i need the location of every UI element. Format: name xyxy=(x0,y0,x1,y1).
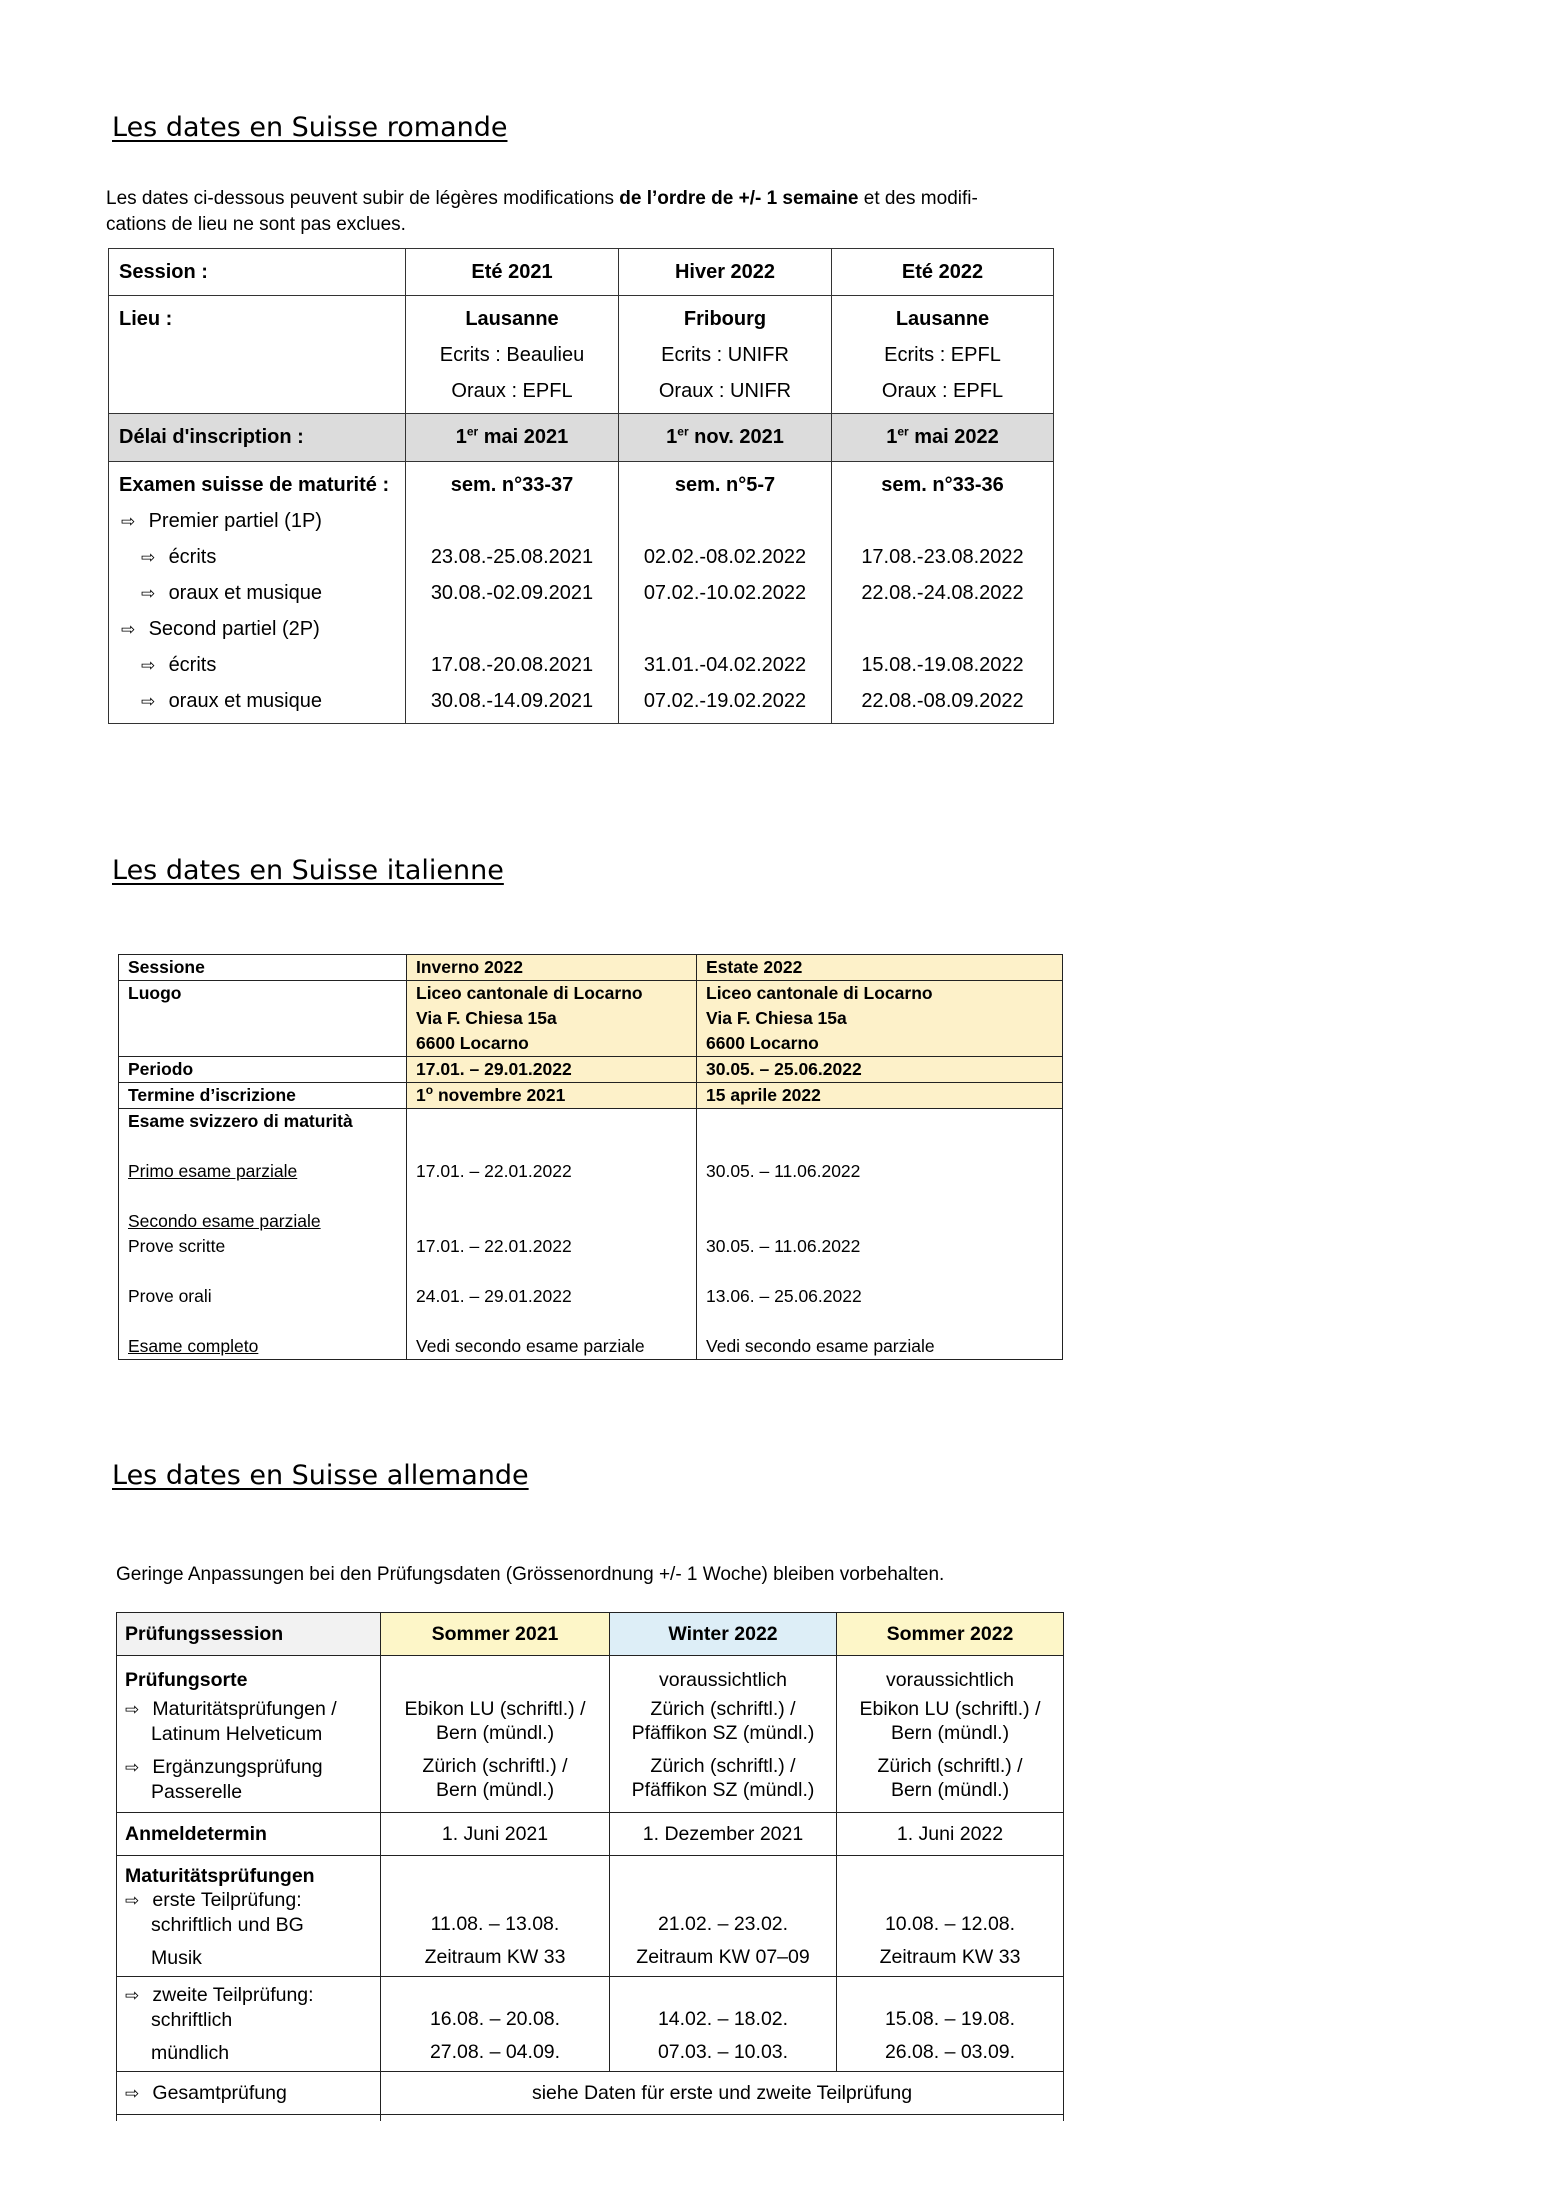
orte-labels: Prüfungsorte ⇨ Maturitätsprüfungen / Latinum Helveticum ⇨ Ergänzungsprüfung Passerelle xyxy=(117,1656,381,1813)
table-allemande xyxy=(116,1612,1064,2121)
examen-labels: Examen suisse de maturité : ⇨ Premier partiel (1P) ⇨ écrits ⇨ oraux et musique ⇨ Second partiel (2P) ⇨ écrits ⇨ oraux et musique xyxy=(109,462,406,724)
header-row xyxy=(117,1613,1064,1656)
zweite-labels: ⇨ zweite Teilprüfung: schriftlich mündlich xyxy=(117,1977,381,2072)
title-romande: Les dates en Suisse romande xyxy=(112,112,508,143)
session-ete-2022: Eté 2022 xyxy=(832,249,1054,296)
arrow-icon: ⇨ xyxy=(125,1891,140,1911)
title-allemande: Les dates en Suisse allemande xyxy=(112,1460,529,1491)
esame-inverno: 17.01. – 22.01.2022 17.01. – 22.01.2022 24.01. – 29.01.2022 Vedi secondo esame parziale xyxy=(407,1109,697,1360)
esame-labels: Esame svizzero di maturità Primo esame parziale Secondo esame parziale Prove scritte Prove orali Esame completo xyxy=(119,1109,407,1360)
erste-row xyxy=(117,1856,1064,1977)
erste-sommer-2021: 11.08. – 13.08. Zeitraum KW 33 xyxy=(381,1856,610,1977)
session-hiver-2022: Hiver 2022 xyxy=(619,249,832,296)
lieu-cell: Fribourg Ecrits : UNIFR Oraux : UNIFR xyxy=(619,296,832,414)
examen-row xyxy=(109,462,1054,724)
delai-label: Délai d'inscription : xyxy=(109,414,406,462)
esame-estate: 30.05. – 11.06.2022 30.05. – 11.06.2022 13.06. – 25.06.2022 Vedi secondo esame parziale xyxy=(697,1109,1063,1360)
arrow-icon: ⇨ xyxy=(125,1986,140,2006)
sessione-label: Sessione xyxy=(119,955,407,981)
session-sommer-2022: Sommer 2022 xyxy=(837,1613,1064,1656)
zweite-sommer-2021: 16.08. – 20.08. 27.08. – 04.09. xyxy=(381,1977,610,2072)
arrow-icon: ⇨ xyxy=(141,692,156,712)
gesamt-row xyxy=(117,2072,1064,2115)
delai-cell: 1er nov. 2021 xyxy=(619,414,832,462)
zweite-winter-2022: 14.02. – 18.02. 07.03. – 10.03. xyxy=(610,1977,837,2072)
zweite-row xyxy=(117,1977,1064,2072)
anmelde-row xyxy=(117,1813,1064,1856)
lieu-row xyxy=(109,296,1054,414)
termine-cell: 15 aprile 2022 xyxy=(697,1083,1063,1109)
arrow-icon: ⇨ xyxy=(121,512,136,532)
luogo-cell: Liceo cantonale di Locarno Via F. Chiesa 15a 6600 Locarno xyxy=(697,981,1063,1057)
anmelde-cell: 1. Juni 2022 xyxy=(837,1813,1064,1856)
luogo-row xyxy=(119,981,1063,1057)
examen-ete-2022: sem. n°33-36 17.08.-23.08.2022 22.08.-24.08.2022 15.08.-19.08.2022 22.08.-08.09.2022 xyxy=(832,462,1054,724)
lieu-cell: Lausanne Ecrits : Beaulieu Oraux : EPFL xyxy=(406,296,619,414)
erste-labels: Maturitätsprüfungen ⇨ erste Teilprüfung: schriftlich und BG Musik xyxy=(117,1856,381,1977)
periodo-cell: 17.01. – 29.01.2022 xyxy=(407,1057,697,1083)
periodo-cell: 30.05. – 25.06.2022 xyxy=(697,1057,1063,1083)
arrow-icon: ⇨ xyxy=(141,584,156,604)
lieu-cell: Lausanne Ecrits : EPFL Oraux : EPFL xyxy=(832,296,1054,414)
table-romande xyxy=(108,248,1054,724)
termine-cell: 1$^o$ novembre 2021 xyxy=(407,1083,697,1109)
anmelde-cell: 1. Juni 2021 xyxy=(381,1813,610,1856)
header-row xyxy=(109,249,1054,296)
delai-cell: 1er mai 2022 xyxy=(832,414,1054,462)
intro-allemande: Geringe Anpassungen bei den Prüfungsdaten (Grössenordnung +/- 1 Woche) bleiben vorbehalten. xyxy=(116,1564,945,1585)
session-winter-2022: Winter 2022 xyxy=(610,1613,837,1656)
gesamt-cell: siehe Daten für erste und zweite Teilprüfung xyxy=(381,2072,1064,2115)
sessione-estate: Estate 2022 xyxy=(697,955,1063,981)
erste-winter-2022: 21.02. – 23.02. Zeitraum KW 07–09 xyxy=(610,1856,837,1977)
pruefungssession-label: Prüfungssession xyxy=(117,1613,381,1656)
esame-row xyxy=(119,1109,1063,1360)
anmelde-label: Anmeldetermin xyxy=(117,1813,381,1856)
arrow-icon: ⇨ xyxy=(125,2083,140,2104)
orte-sommer-2022: voraussichtlich Ebikon LU (schriftl.) / Bern (mündl.) Zürich (schriftl.) / Bern (mündl.) xyxy=(837,1656,1064,1813)
lieu-label: Lieu : xyxy=(109,296,406,414)
arrow-icon: ⇨ xyxy=(141,656,156,676)
examen-ete-2021: sem. n°33-37 23.08.-25.08.2021 30.08.-02.09.2021 17.08.-20.08.2021 30.08.-14.09.2021 xyxy=(406,462,619,724)
session-sommer-2021: Sommer 2021 xyxy=(381,1613,610,1656)
arrow-icon: ⇨ xyxy=(121,620,136,640)
arrow-icon: ⇨ xyxy=(125,1758,140,1778)
arrow-icon: ⇨ xyxy=(125,1700,140,1720)
footer-row xyxy=(117,2115,1064,2122)
session-label: Session : xyxy=(109,249,406,296)
luogo-cell: Liceo cantonale di Locarno Via F. Chiesa 15a 6600 Locarno xyxy=(407,981,697,1057)
zweite-sommer-2022: 15.08. – 19.08. 26.08. – 03.09. xyxy=(837,1977,1064,2072)
delai-cell: 1er mai 2021 xyxy=(406,414,619,462)
erste-sommer-2022: 10.08. – 12.08. Zeitraum KW 33 xyxy=(837,1856,1064,1977)
anmelde-cell: 1. Dezember 2021 xyxy=(610,1813,837,1856)
periodo-row xyxy=(119,1057,1063,1083)
examen-hiver-2022: sem. n°5-7 02.02.-08.02.2022 07.02.-10.02.2022 31.01.-04.02.2022 07.02.-19.02.2022 xyxy=(619,462,832,724)
orte-winter-2022: voraussichtlich Zürich (schriftl.) / Pfäffikon SZ (mündl.) Zürich (schriftl.) / Pfäffikon SZ (mündl.) xyxy=(610,1656,837,1813)
luogo-label: Luogo xyxy=(119,981,407,1057)
gesamt-label-cell: ⇨ Gesamtprüfung xyxy=(117,2072,381,2115)
table-italienne xyxy=(118,954,1063,1360)
arrow-icon: ⇨ xyxy=(141,548,156,568)
intro-romande: Les dates ci-dessous peuvent subir de légères modifications de l’ordre de +/- 1 semaine et des modifi- cations de lieu ne sont pas exclues. xyxy=(106,188,978,235)
sessione-row xyxy=(119,955,1063,981)
termine-row xyxy=(119,1083,1063,1109)
sessione-inverno: Inverno 2022 xyxy=(407,955,697,981)
orte-sommer-2021: Ebikon LU (schriftl.) / Bern (mündl.) Zürich (schriftl.) / Bern (mündl.) xyxy=(381,1656,610,1813)
termine-label: Termine d’iscrizione xyxy=(119,1083,407,1109)
title-italienne: Les dates en Suisse italienne xyxy=(112,855,504,886)
delai-row xyxy=(109,414,1054,462)
orte-row xyxy=(117,1656,1064,1813)
session-ete-2021: Eté 2021 xyxy=(406,249,619,296)
periodo-label: Periodo xyxy=(119,1057,407,1083)
